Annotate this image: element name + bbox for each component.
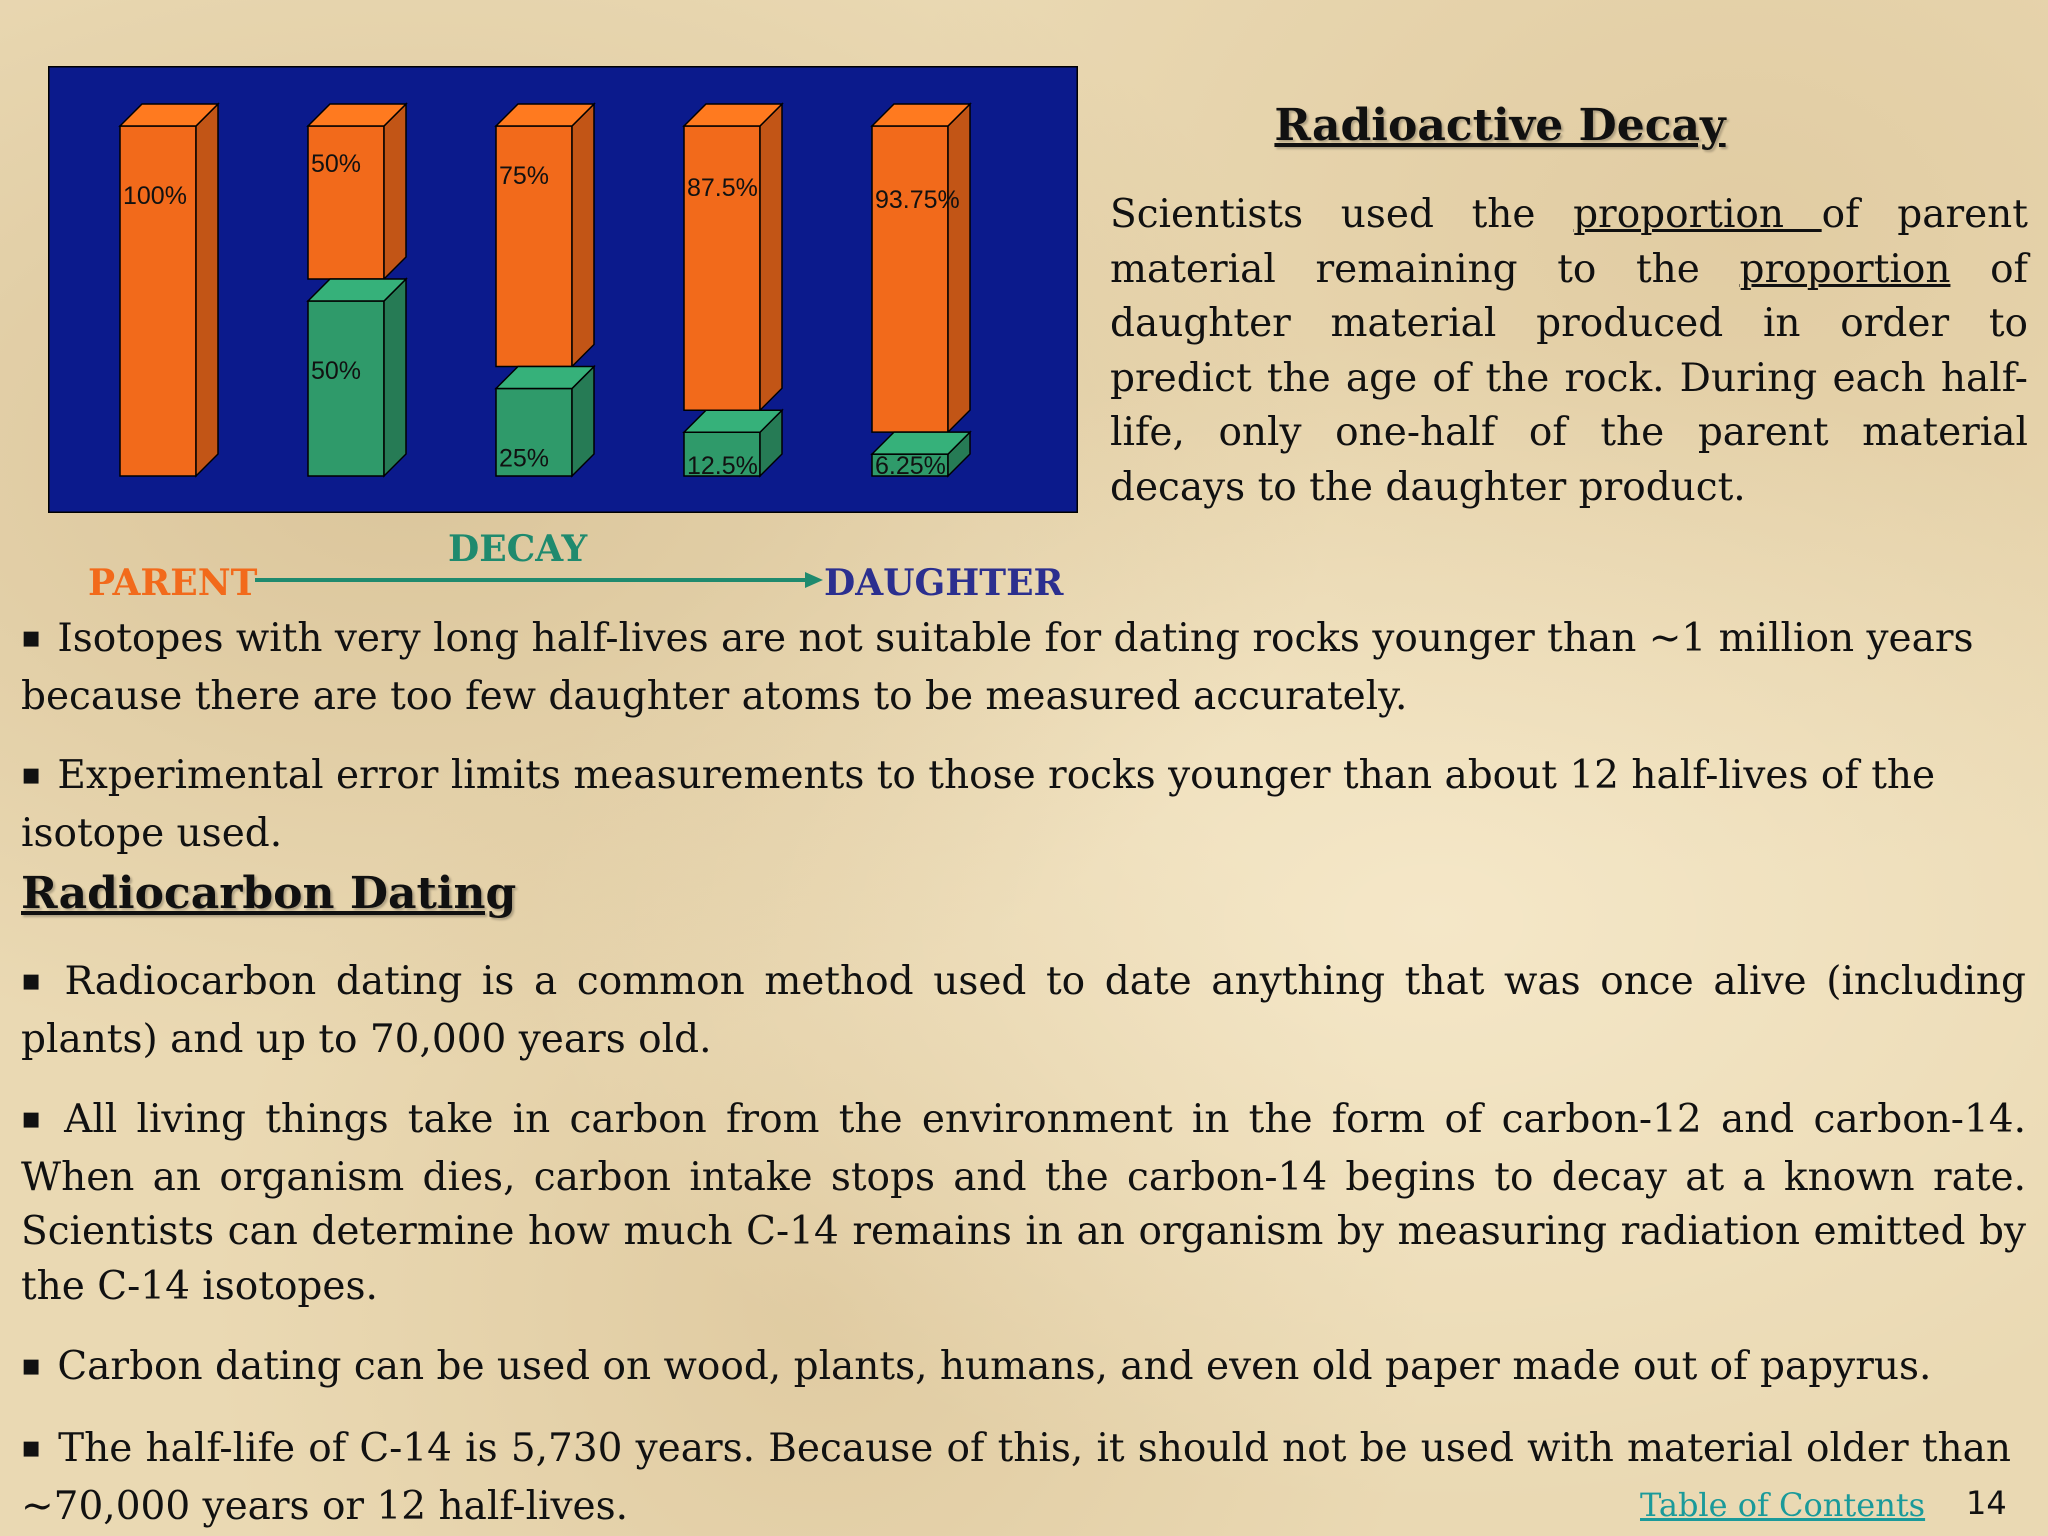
parent-bar-0: [120, 104, 218, 476]
bullet-radiocarbon-common: ▪ Radiocarbon dating is a common method used to date anything that was once alive (including plants) and up to 70,000 years old.: [21, 955, 2026, 1067]
bullet-long-half-lives: ▪ Isotopes with very long half-lives are not suitable for dating rocks younger than ~1 million years because there are too few daughter atoms to be measured accurately.: [21, 612, 2026, 724]
daughter-label-2: 25%: [499, 444, 550, 473]
decay-chart-svg: [48, 66, 1078, 513]
daughter-label-4: 6.25%: [875, 452, 946, 480]
intro-underline-2: proportion: [1739, 246, 1951, 292]
bullet-carbon-uses: ▪ Carbon dating can be used on wood, plants, humans, and even old paper made out of papyrus.: [21, 1340, 2026, 1398]
radiocarbon-heading: Radiocarbon Dating: [21, 868, 517, 919]
bullet-experimental-error: ▪ Experimental error limits measurements to those rocks younger than about 12 half-lives of the isotope used.: [21, 749, 2026, 861]
parent-label-0: 100%: [123, 182, 187, 210]
bullet-half-life-c14: ▪ The half-life of C-14 is 5,730 years. Because of this, it should not be used with material older than ~70,000 years or 12 half-lives.: [21, 1422, 2011, 1534]
decay-label: DECAY: [448, 528, 588, 570]
radioactive-decay-heading: Radioactive Decay: [1274, 100, 1726, 151]
intro-text-3: of daughter material produced in order to predict the age of the rock. During each half-life, only one-half of the parent material decays to the daughter product.: [1110, 246, 2028, 510]
page-number: 14: [1966, 1484, 2007, 1522]
intro-text-2: of parent material remaining to the: [1110, 192, 2028, 292]
parent-label-1: 50%: [311, 150, 362, 178]
daughter-label: DAUGHTER: [824, 562, 1064, 604]
parent-label-3: 87.5%: [687, 174, 758, 202]
parent-bar-3: [684, 104, 782, 410]
parent-label-2: 75%: [499, 162, 550, 190]
decay-arrow-icon: [255, 565, 825, 595]
daughter-label-3: 12.5%: [687, 452, 758, 480]
parent-bar-1: [308, 104, 406, 279]
decay-chart: [48, 66, 1078, 513]
parent-label: PARENT: [88, 562, 258, 604]
intro-text-1: Scientists used the: [1110, 192, 1574, 237]
radioactive-decay-paragraph: [1110, 188, 2028, 515]
intro-underline-1: proportion: [1573, 192, 1822, 237]
table-of-contents-link[interactable]: Table of Contents: [1640, 1486, 1926, 1524]
parent-label-4: 93.75%: [875, 186, 960, 214]
daughter-label-1: 50%: [311, 357, 362, 385]
parent-bar-4: [872, 104, 970, 432]
parent-bar-2: [496, 104, 594, 367]
radioactive-decay-title: [1120, 100, 1880, 151]
bullet-living-things: ▪ All living things take in carbon from the environment in the form of carbon-12 and carbon-14. When an organism dies, carbon intake stops and the carbon-14 begins to decay at a known rate. Scientists can determine how much C-14 remains in an organism by measuring radiation emitted by the C-14 isotopes.: [21, 1093, 2026, 1314]
